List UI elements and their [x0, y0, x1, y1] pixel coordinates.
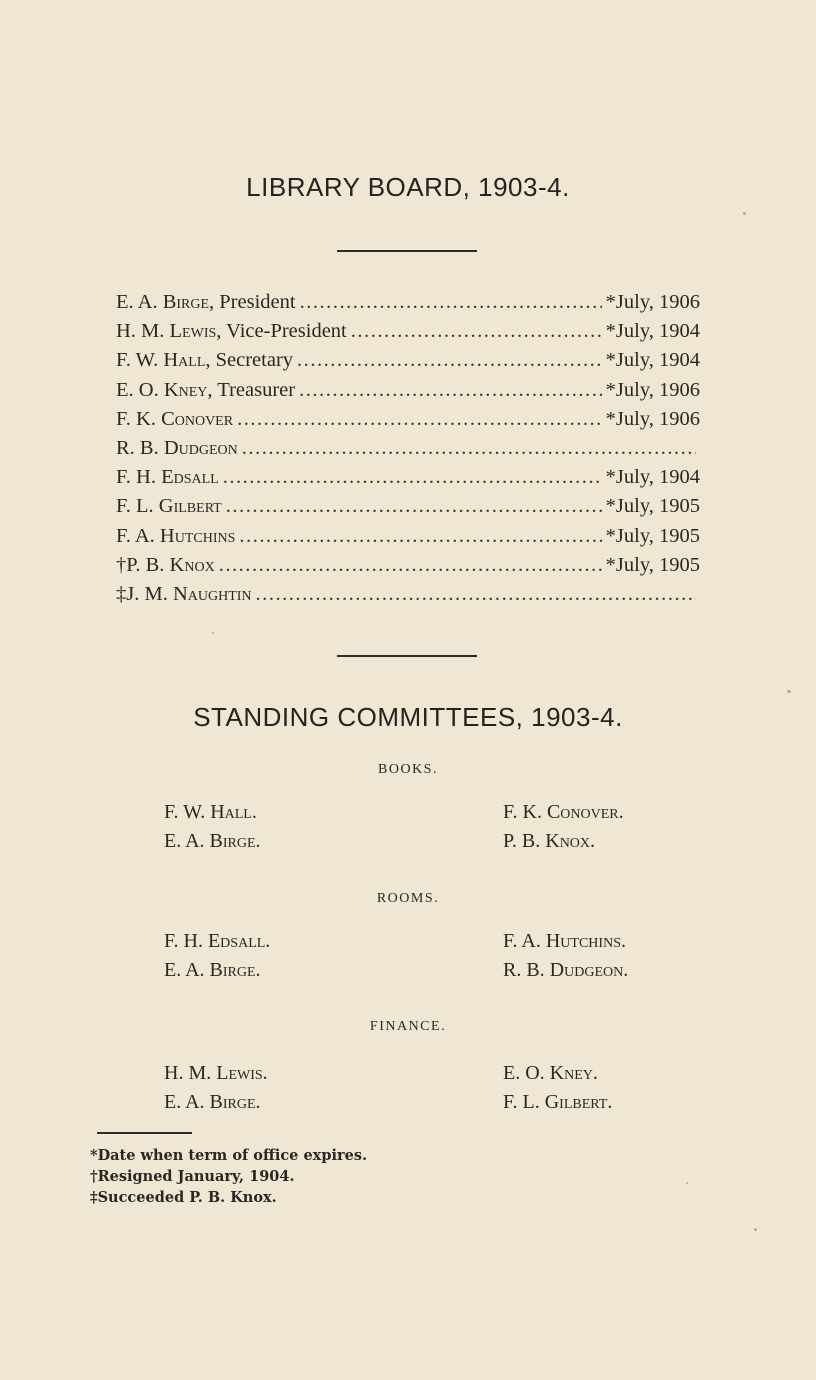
paper-speck — [212, 632, 214, 634]
member-name: †P. B. Knox — [116, 553, 215, 576]
committee-rooms-right-column — [503, 927, 628, 985]
member-name: F. L. Gilbert — [116, 495, 222, 518]
committee-label-books: BOOKS. — [378, 762, 438, 777]
standing-committees-title: STANDING COMMITTEES, 1903-4. — [193, 702, 623, 732]
committee-member: F. A. Hutchins. — [503, 930, 626, 952]
committee-member: F. K. Conover. — [503, 801, 624, 823]
member-name: R. B. Dudgeon — [116, 436, 238, 459]
dot-leader — [223, 466, 602, 489]
member-row — [116, 291, 700, 320]
member-row — [116, 320, 700, 349]
dot-leader — [226, 495, 602, 518]
member-row — [116, 583, 700, 612]
committee-member: E. A. Birge. — [164, 1091, 261, 1113]
member-name: F. K. Conover — [116, 407, 234, 430]
committee-member: H. M. Lewis. — [164, 1062, 268, 1084]
member-row — [116, 379, 700, 408]
committee-member: E. O. Kney. — [503, 1062, 598, 1084]
member-role: , Vice-President — [216, 320, 347, 343]
dot-leader — [299, 379, 602, 402]
member-term: *July, 1906 — [605, 378, 700, 401]
member-name: F. H. Edsall — [116, 466, 219, 489]
member-row — [116, 525, 700, 554]
member-role: , Treasurer — [207, 378, 296, 401]
member-name: F. A. Hutchins — [116, 524, 236, 547]
committee-member: F. W. Hall. — [164, 801, 257, 823]
committee-member: R. B. Dudgeon. — [503, 959, 629, 981]
member-name: H. M. Lewis — [116, 320, 217, 343]
footnote: *Date when term of office expires. — [90, 1147, 368, 1164]
committee-books-left-column — [164, 798, 261, 856]
committee-member: P. B. Knox. — [503, 830, 596, 852]
footnote-rule — [97, 1132, 192, 1134]
committee-label-rooms: ROOMS. — [376, 891, 440, 906]
dot-leader — [256, 583, 696, 606]
footnote: ‡Succeeded P. B. Knox. — [90, 1189, 277, 1206]
member-term: *July, 1904 — [605, 320, 700, 343]
member-term: *July, 1906 — [605, 291, 700, 313]
committee-books-right-column — [503, 798, 624, 856]
paper-speck — [686, 1182, 688, 1184]
member-row — [116, 466, 700, 495]
member-row — [116, 408, 700, 437]
member-term: *July, 1905 — [605, 553, 700, 576]
member-term: *July, 1905 — [605, 524, 700, 547]
committee-label-finance: FINANCE. — [369, 1019, 447, 1034]
dot-leader — [300, 291, 602, 314]
member-role: , President — [209, 291, 296, 313]
committee-member: E. A. Birge. — [164, 959, 261, 981]
footnotes — [90, 1145, 367, 1208]
member-row — [116, 554, 700, 583]
member-term: *July, 1904 — [605, 466, 700, 489]
member-row — [116, 437, 700, 466]
dot-leader — [242, 437, 696, 460]
paper-speck — [743, 212, 746, 215]
title-rule — [337, 250, 477, 252]
committee-member: F. L. Gilbert. — [503, 1091, 613, 1113]
member-role: , Secretary — [205, 349, 294, 372]
committee-member: F. H. Edsall. — [164, 930, 271, 952]
committee-rooms-left-column — [164, 927, 270, 985]
committee-finance-left-column — [164, 1059, 268, 1117]
footnote: †Resigned January, 1904. — [90, 1168, 295, 1185]
member-term: *July, 1904 — [605, 349, 700, 372]
dot-leader — [219, 554, 602, 577]
dot-leader — [297, 349, 602, 372]
dot-leader — [351, 320, 602, 343]
section-rule — [337, 655, 477, 657]
member-row — [116, 349, 700, 378]
member-name: E. A. Birge — [116, 291, 210, 313]
paper-speck — [787, 690, 791, 693]
member-name: F. W. Hall — [116, 349, 206, 372]
library-board-title: LIBRARY BOARD, 1903-4. — [246, 172, 570, 202]
committee-member: E. A. Birge. — [164, 830, 261, 852]
member-name: E. O. Kney — [116, 378, 208, 401]
library-board-member-list — [116, 291, 700, 612]
member-name: ‡J. M. Naughtin — [116, 582, 252, 605]
dot-leader — [237, 408, 602, 431]
paper-speck — [754, 1228, 757, 1231]
dot-leader — [239, 525, 601, 548]
member-term: *July, 1906 — [605, 407, 700, 430]
member-term: *July, 1905 — [605, 495, 700, 518]
committee-finance-right-column — [503, 1059, 612, 1117]
member-row — [116, 495, 700, 524]
